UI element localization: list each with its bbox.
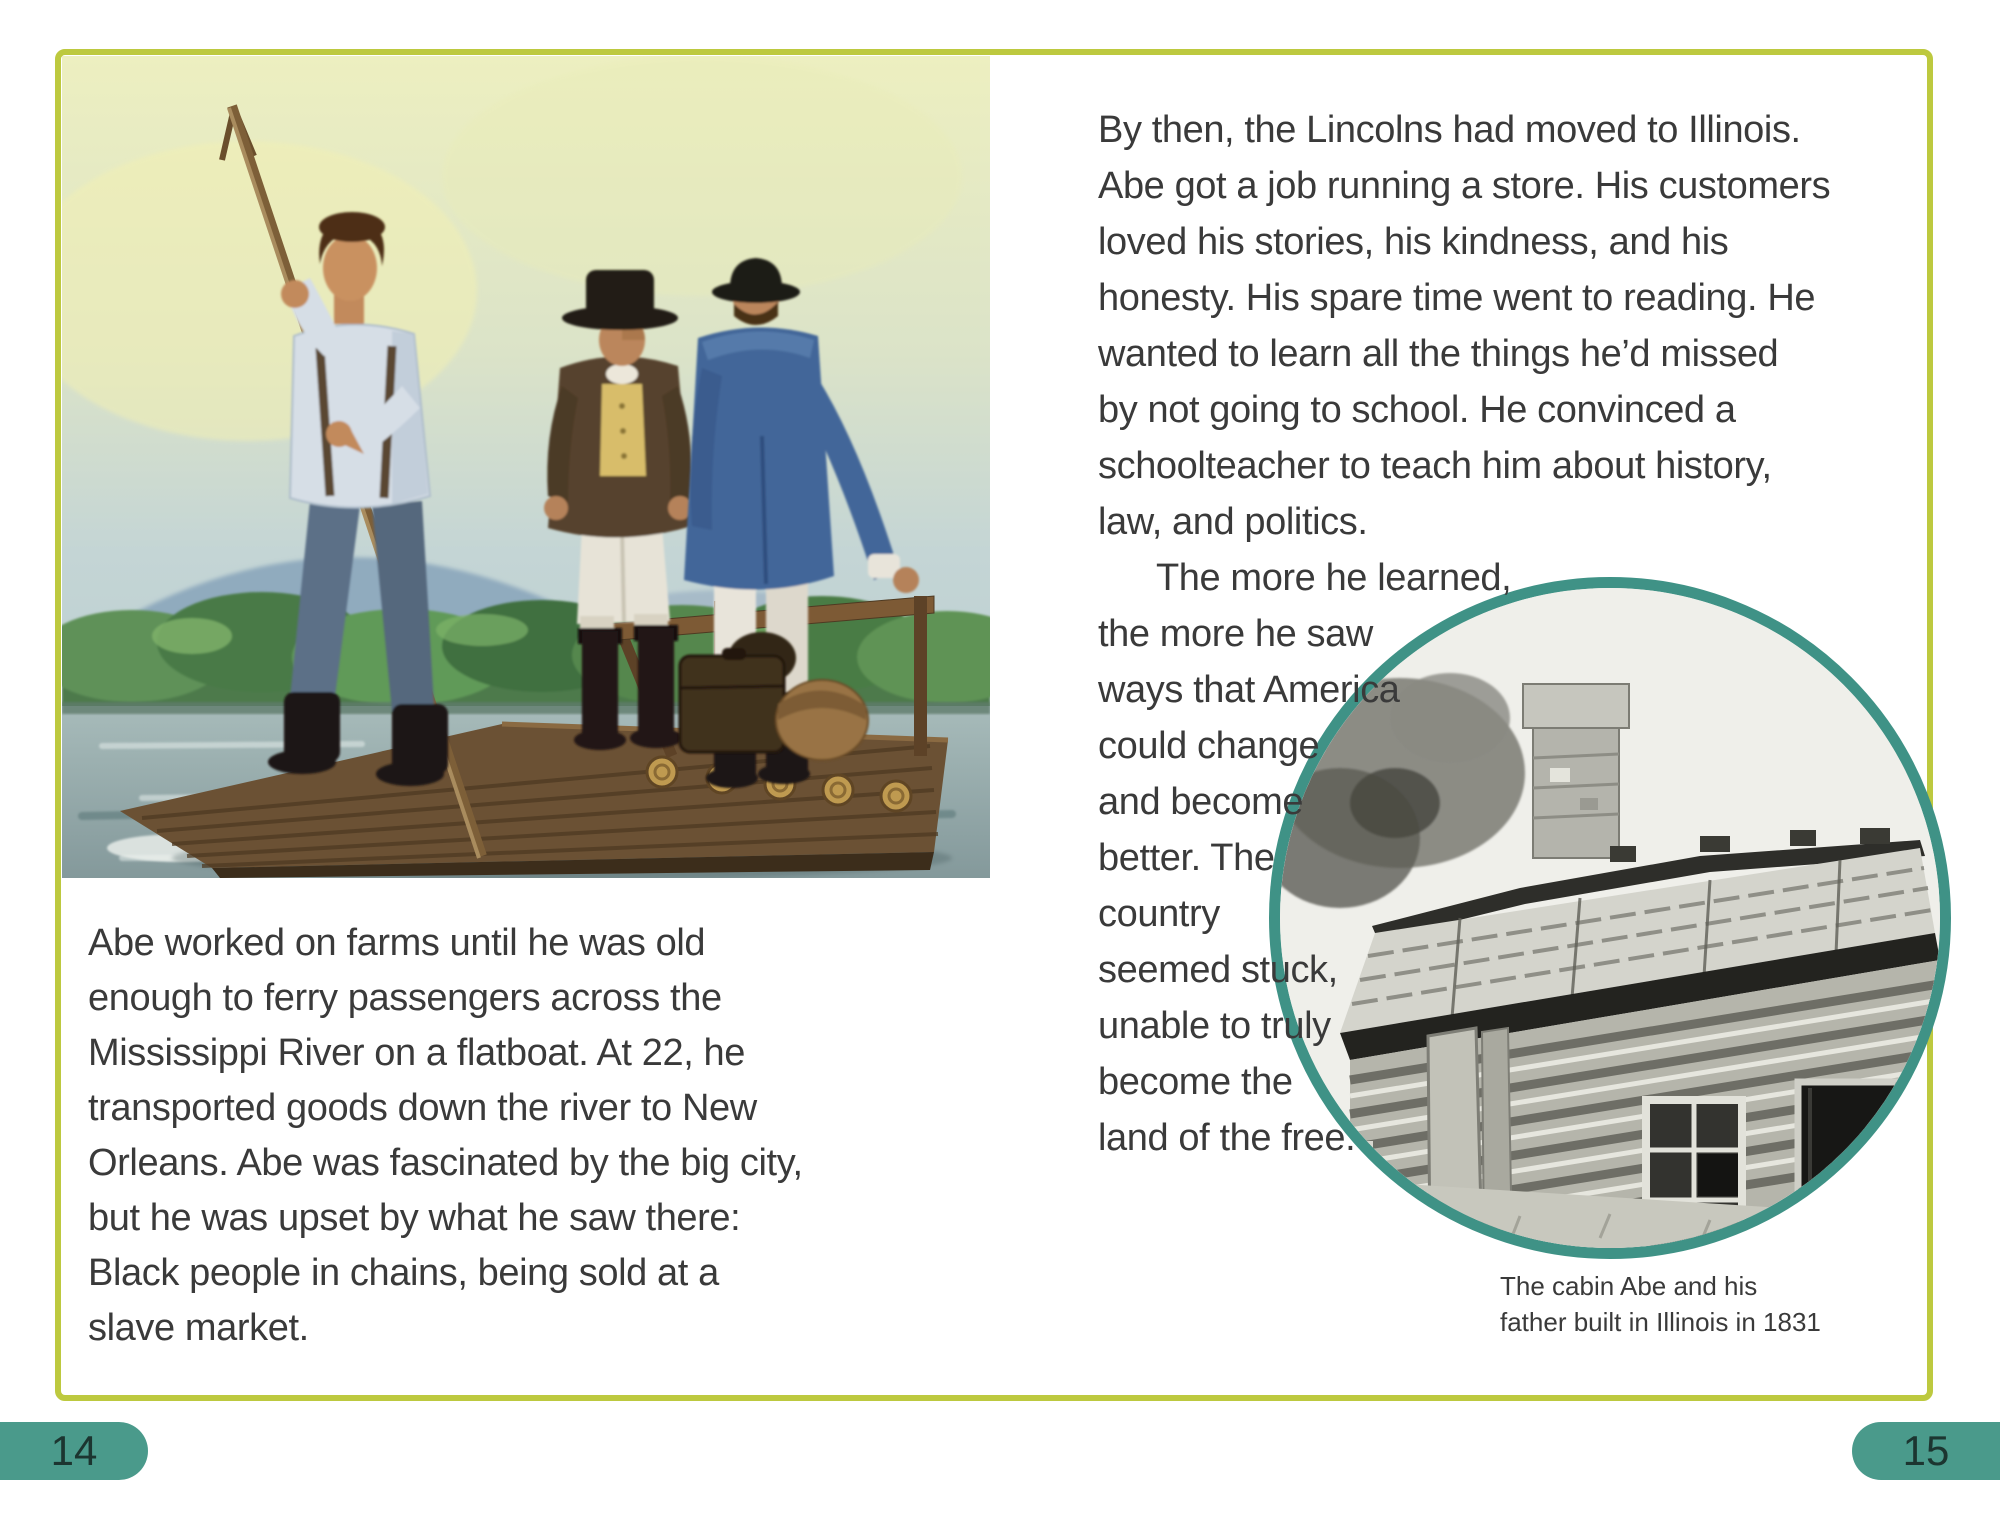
caption-line: The cabin Abe and his bbox=[1500, 1271, 1758, 1301]
body-line: unable to truly bbox=[1098, 1005, 1331, 1047]
flatboat-painting bbox=[62, 56, 990, 878]
body-line: better. The bbox=[1098, 837, 1275, 879]
body-line: Black people in chains, being sold at a bbox=[88, 1252, 719, 1294]
body-line: country bbox=[1098, 893, 1220, 935]
body-line: The more he learned, bbox=[1156, 557, 1512, 599]
body-line: but he was upset by what he saw there: bbox=[88, 1197, 741, 1239]
body-line: and become bbox=[1098, 781, 1304, 823]
body-line: seemed stuck, bbox=[1098, 949, 1338, 991]
body-line: the more he saw bbox=[1098, 613, 1373, 655]
body-line: by not going to school. He convinced a bbox=[1098, 389, 1736, 431]
body-line: honesty. His spare time went to reading. He bbox=[1098, 277, 1816, 319]
caption-line: father built in Illinois in 1831 bbox=[1500, 1307, 1821, 1337]
body-line: By then, the Lincolns had moved to Illinois. bbox=[1098, 109, 1801, 151]
body-line: loved his stories, his kindness, and his bbox=[1098, 221, 1729, 263]
body-line: Abe got a job running a store. His customers bbox=[1098, 165, 1831, 207]
flatboat-painting-art bbox=[62, 56, 990, 878]
page-number-right: 15 bbox=[1852, 1422, 2000, 1480]
body-line: slave market. bbox=[88, 1307, 309, 1349]
photo-caption bbox=[1500, 1268, 1821, 1340]
page-number-left: 14 bbox=[0, 1422, 148, 1480]
body-line: schoolteacher to teach him about history, bbox=[1098, 445, 1772, 487]
body-line: wanted to learn all the things he’d missed bbox=[1098, 333, 1779, 375]
body-line: Abe worked on farms until he was old bbox=[88, 922, 706, 964]
body-line: Orleans. Abe was fascinated by the big city, bbox=[88, 1142, 803, 1184]
body-line: land of the free. bbox=[1098, 1117, 1356, 1159]
right-page-paragraph-2 bbox=[1098, 550, 1511, 1166]
right-page-paragraph-1 bbox=[1098, 102, 1830, 550]
body-line: become the bbox=[1098, 1061, 1293, 1103]
body-line: transported goods down the river to New bbox=[88, 1087, 757, 1129]
body-line: could change bbox=[1098, 725, 1320, 767]
left-page-body bbox=[88, 916, 803, 1356]
body-line: ways that America bbox=[1098, 669, 1400, 711]
body-line: enough to ferry passengers across the bbox=[88, 977, 722, 1019]
body-line: Mississippi River on a flatboat. At 22, he bbox=[88, 1032, 745, 1074]
body-line: law, and politics. bbox=[1098, 501, 1368, 543]
